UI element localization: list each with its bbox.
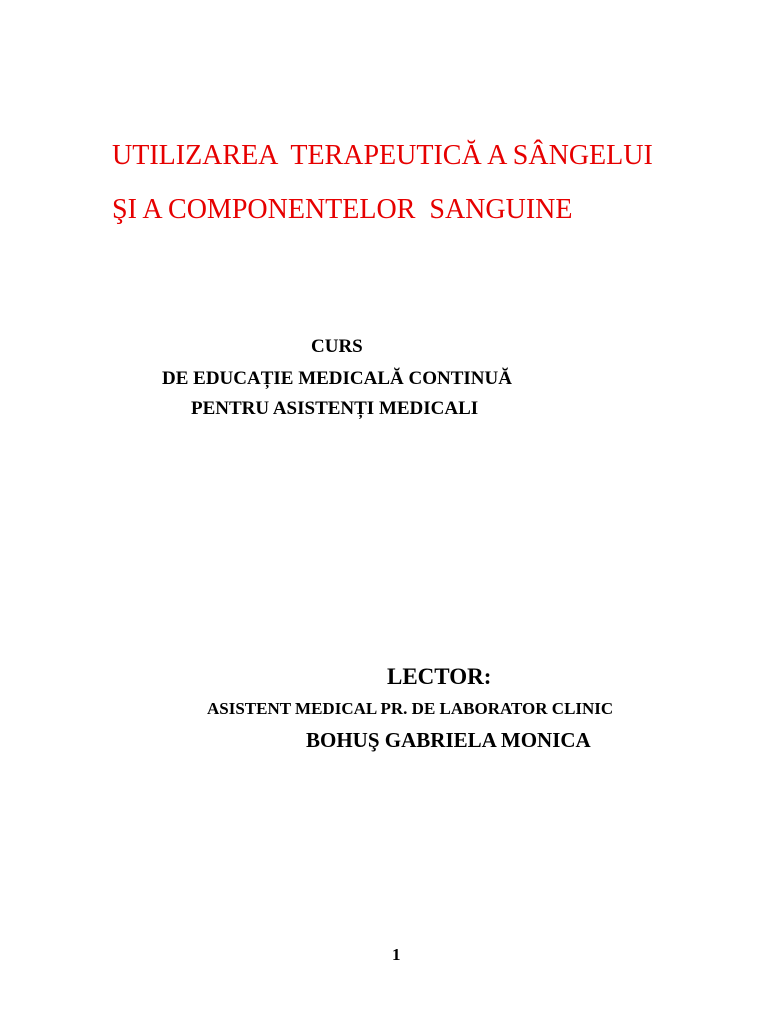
document-title-line-1: UTILIZAREA TERAPEUTICĂ A SÂNGELUI bbox=[112, 140, 653, 171]
course-description: DE EDUCAȚIE MEDICALĂ CONTINUĂ bbox=[162, 368, 512, 389]
lector-name: BOHUŞ GABRIELA MONICA bbox=[306, 728, 591, 752]
course-label: CURS bbox=[311, 336, 363, 357]
course-audience: PENTRU ASISTENȚI MEDICALI bbox=[191, 398, 479, 419]
page-number: 1 bbox=[392, 945, 401, 964]
lector-role: ASISTENT MEDICAL PR. DE LABORATOR CLINIC bbox=[207, 699, 614, 718]
document-title-line-2: ŞI A COMPONENTELOR SANGUINE bbox=[112, 194, 573, 225]
lector-label: LECTOR: bbox=[387, 664, 492, 689]
